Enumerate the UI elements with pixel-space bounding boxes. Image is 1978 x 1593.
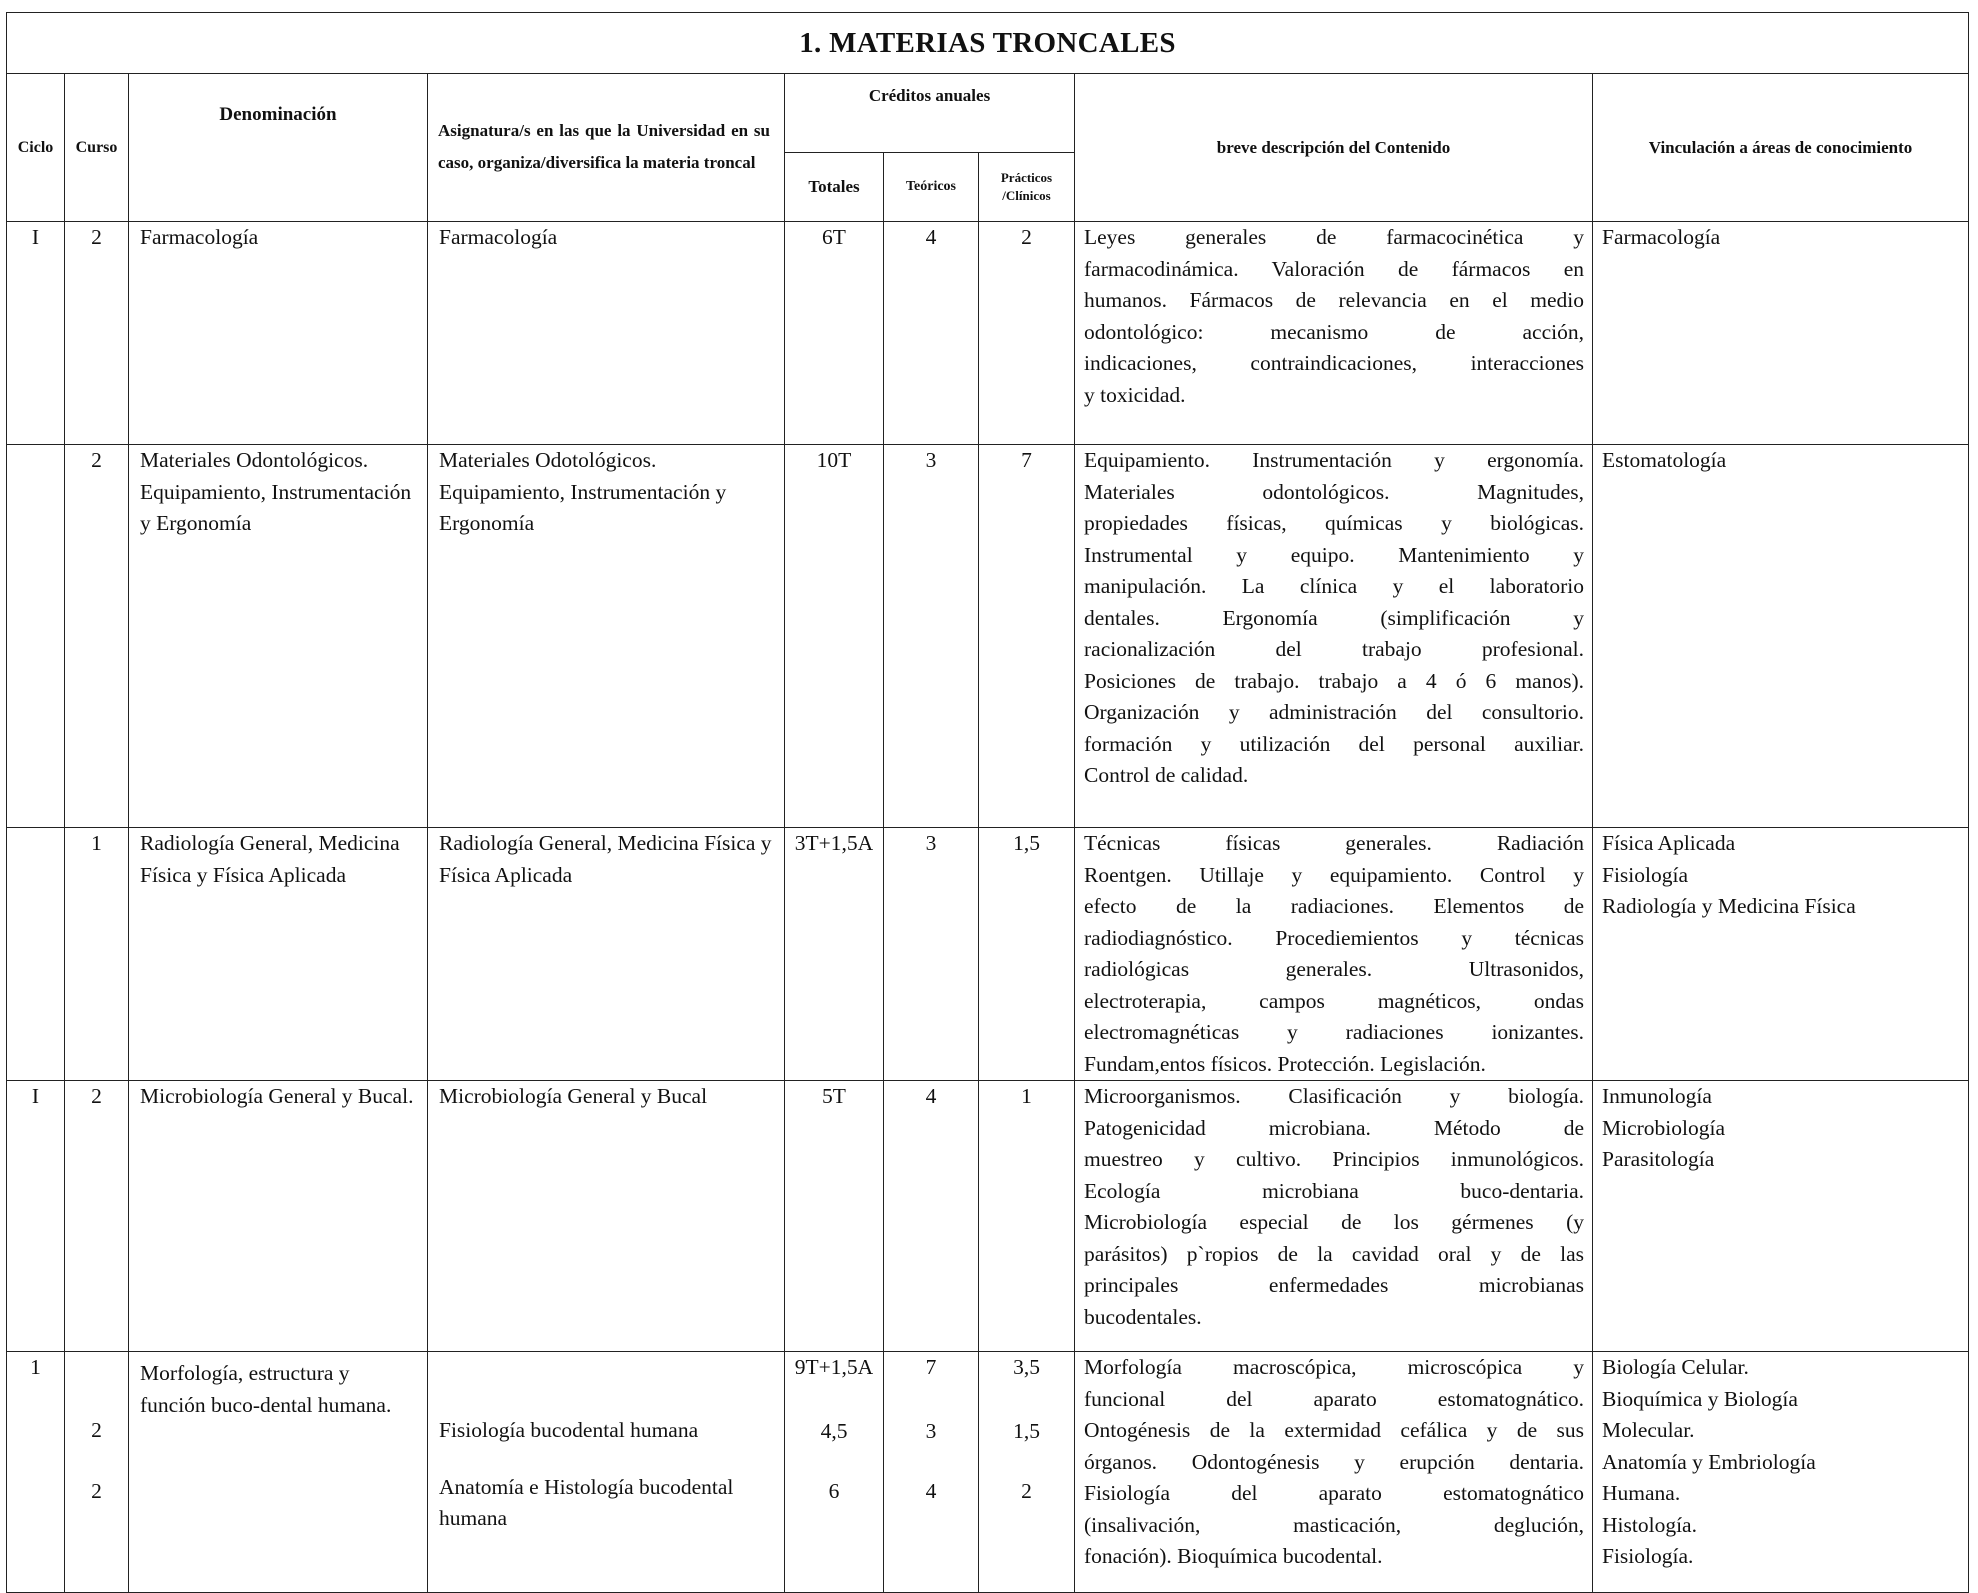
area-item: Biología Celular. — [1602, 1355, 1749, 1379]
desc-line: humanos. Fármacos de relevancia en el medio — [1084, 288, 1584, 312]
cell-teoricos: 4 — [884, 222, 979, 445]
area-item: Radiología y Medicina Física — [1602, 894, 1856, 918]
cell-curso — [65, 1352, 129, 1593]
cell-practicos — [979, 1352, 1075, 1593]
curso-value: 2 — [91, 1478, 102, 1503]
cell-vinculacion — [1593, 222, 1969, 445]
section-title: 1. MATERIAS TRONCALES — [7, 13, 1969, 74]
cell-curso: 2 — [65, 445, 129, 828]
cell-practicos: 2 — [979, 222, 1075, 445]
table-row — [7, 1081, 1969, 1352]
desc-line: Materiales odontológicos. Magnitudes, — [1084, 479, 1584, 504]
header-teoricos: Teóricos — [884, 153, 979, 222]
totales-value: 9T+1,5A — [794, 1355, 874, 1379]
desc-line: propiedades físicas, químicas y biológicas. — [1084, 511, 1584, 535]
desc-line: Control de calidad. — [1084, 763, 1249, 787]
area-item: Histología. — [1602, 1512, 1697, 1537]
cell-asignatura: Radiología General, Medicina Física y Física Aplicada — [428, 828, 785, 1081]
cell-teoricos — [884, 1352, 979, 1593]
header-descripcion: breve descripción del Contenido — [1075, 74, 1593, 222]
header-ciclo: Ciclo — [7, 74, 65, 222]
cell-descripcion — [1075, 1081, 1593, 1352]
table-row — [7, 828, 1969, 1081]
cell-practicos: 1,5 — [979, 828, 1075, 1081]
cell-denominacion: Morfología, estructura y función buco-dental humana. — [129, 1352, 428, 1593]
area-item: Humana. — [1602, 1481, 1681, 1505]
desc-line: radiodiagnóstico. Procediemientos y técnicas — [1084, 925, 1584, 950]
cell-practicos: 7 — [979, 445, 1075, 828]
cell-totales: 10T — [785, 445, 884, 828]
cell-curso: 2 — [65, 1081, 129, 1352]
desc-line: Posiciones de trabajo. trabajo a 4 ó 6 manos). — [1084, 668, 1584, 693]
desc-line: Técnicas físicas generales. Radiación — [1084, 831, 1584, 855]
desc-line: efecto de la radiaciones. Elementos de — [1084, 894, 1584, 918]
asignatura-value: Anatomía e Histología bucodental humana — [439, 1474, 734, 1530]
teoricos-value: 3 — [925, 1418, 937, 1443]
cell-denominacion: Microbiología General y Bucal. — [129, 1081, 428, 1352]
desc-line: indicaciones, contraindicaciones, interacciones — [1084, 351, 1584, 375]
area-item: Estomatología — [1602, 448, 1727, 472]
desc-line: Ecología microbiana buco-dentaria. — [1084, 1178, 1584, 1203]
cell-totales — [785, 1352, 884, 1593]
area-item: Microbiología — [1602, 1115, 1726, 1140]
desc-line: odontológico: mecanismo de acción, — [1084, 319, 1584, 344]
desc-line: dentales. Ergonomía (simplificación y — [1084, 605, 1584, 630]
cell-vinculacion — [1593, 828, 1969, 1081]
cell-descripcion — [1075, 222, 1593, 445]
header-creditos: Créditos anuales — [785, 74, 1075, 153]
cell-curso: 1 — [65, 828, 129, 1081]
totales-value: 6 — [828, 1479, 840, 1503]
desc-line: Ontogénesis de la extermidad cefálica y de sus — [1084, 1418, 1584, 1442]
desc-line: principales enfermedades microbianas — [1084, 1273, 1584, 1297]
cell-teoricos: 4 — [884, 1081, 979, 1352]
area-item: Bioquímica y Biología — [1602, 1386, 1798, 1411]
area-item: Fisiología. — [1602, 1544, 1694, 1568]
cell-asignatura: Materiales Odotológicos. Equipamiento, Instrumentación y Ergonomía — [428, 445, 785, 828]
desc-line: Microorganismos. Clasificación y biología. — [1084, 1084, 1584, 1108]
desc-line: Fundam,entos físicos. Protección. Legislación. — [1084, 1051, 1486, 1076]
cell-descripcion — [1075, 828, 1593, 1081]
desc-line: y toxicidad. — [1084, 382, 1186, 407]
cell-ciclo: 1 — [7, 1352, 65, 1593]
cell-asignatura: Farmacología — [428, 222, 785, 445]
desc-line: muestreo y cultivo. Principios inmunológicos. — [1084, 1147, 1584, 1171]
desc-line: Equipamiento. Instrumentación y ergonomía. — [1084, 448, 1584, 472]
desc-line: (insalivación, masticación, deglución, — [1084, 1512, 1584, 1537]
cell-vinculacion — [1593, 1081, 1969, 1352]
teoricos-value: 4 — [925, 1479, 937, 1503]
desc-line: manipulación. La clínica y el laboratorio — [1084, 574, 1584, 598]
table-row — [7, 222, 1969, 445]
desc-line: radiológicas generales. Ultrasonidos, — [1084, 957, 1584, 981]
practicos-value: 1,5 — [1013, 1418, 1040, 1443]
desc-line: formación y utilización del personal auxiliar. — [1084, 731, 1584, 756]
desc-line: bucodentales. — [1084, 1304, 1202, 1329]
desc-line: Roentgen. Utillaje y equipamiento. Control y — [1084, 862, 1584, 887]
cell-practicos: 1 — [979, 1081, 1075, 1352]
cell-ciclo — [7, 445, 65, 828]
header-practicos: Prácticos /Clínicos — [979, 153, 1075, 222]
cell-totales: 3T+1,5A — [785, 828, 884, 1081]
table-row — [7, 1352, 1969, 1593]
desc-line: racionalización del trabajo profesional. — [1084, 637, 1584, 661]
cell-denominacion: Radiología General, Medicina Física y Física Aplicada — [129, 828, 428, 1081]
cell-denominacion: Materiales Odontológicos. Equipamiento, Instrumentación y Ergonomía — [129, 445, 428, 828]
desc-line: parásitos) p`ropios de la cavidad oral y de las — [1084, 1241, 1584, 1266]
cell-descripcion — [1075, 445, 1593, 828]
header-curso: Curso — [65, 74, 129, 222]
totales-value: 4,5 — [820, 1418, 848, 1443]
cell-vinculacion — [1593, 445, 1969, 828]
table-row — [7, 445, 1969, 828]
cell-teoricos: 3 — [884, 445, 979, 828]
cell-totales: 5T — [785, 1081, 884, 1352]
desc-line: Organización y administración del consultorio. — [1084, 700, 1584, 724]
area-item: Farmacología — [1602, 225, 1721, 249]
cell-vinculacion — [1593, 1352, 1969, 1593]
desc-line: órganos. Odontogénesis y erupción dentaria. — [1084, 1449, 1584, 1474]
cell-ciclo — [7, 828, 65, 1081]
cell-curso: 2 — [65, 222, 129, 445]
header-vinculacion: Vinculación a áreas de conocimiento — [1593, 74, 1969, 222]
cell-teoricos: 3 — [884, 828, 979, 1081]
troncales-table — [6, 12, 1969, 1593]
area-item: Física Aplicada — [1602, 831, 1736, 855]
area-item: Inmunología — [1602, 1084, 1712, 1108]
asignatura-value: Fisiología bucodental humana — [439, 1418, 699, 1442]
desc-line: farmacodinámica. Valoración de fármacos en — [1084, 256, 1584, 281]
cell-ciclo: I — [7, 222, 65, 445]
cell-totales: 6T — [785, 222, 884, 445]
teoricos-value: 7 — [925, 1355, 937, 1379]
area-item: Molecular. — [1602, 1418, 1695, 1442]
area-item: Anatomía y Embriología — [1602, 1449, 1816, 1474]
header-asignatura: Asignatura/s en las que la Universidad en su caso, organiza/diversifica la materia troncal — [428, 74, 785, 222]
area-item: Parasitología — [1602, 1147, 1715, 1171]
desc-line: Patogenicidad microbiana. Método de — [1084, 1115, 1584, 1140]
desc-line: fonación). Bioquímica bucodental. — [1084, 1544, 1383, 1568]
cell-asignatura: Microbiología General y Bucal — [428, 1081, 785, 1352]
cell-denominacion: Farmacología — [129, 222, 428, 445]
desc-line: Leyes generales de farmacocinética y — [1084, 225, 1584, 249]
practicos-value: 3,5 — [1013, 1355, 1040, 1379]
document-page — [6, 0, 1968, 1568]
desc-line: Microbiología especial de los gérmenes (y — [1084, 1210, 1584, 1234]
practicos-value: 2 — [1021, 1479, 1032, 1503]
desc-line: Fisiología del aparato estomatognático — [1084, 1481, 1584, 1505]
desc-line: Instrumental y equipo. Mantenimiento y — [1084, 542, 1584, 567]
area-item: Fisiología — [1602, 862, 1689, 887]
header-totales: Totales — [785, 153, 884, 222]
desc-line: Morfología macroscópica, microscópica y — [1084, 1355, 1584, 1379]
desc-line: electromagnéticas y radiaciones ionizantes. — [1084, 1020, 1584, 1044]
desc-line: electroterapia, campos magnéticos, ondas — [1084, 988, 1584, 1013]
cell-asignatura — [428, 1352, 785, 1593]
cell-descripcion — [1075, 1352, 1593, 1593]
desc-line: funcional del aparato estomatognático. — [1084, 1386, 1584, 1411]
cell-ciclo: I — [7, 1081, 65, 1352]
curso-value: 2 — [91, 1418, 102, 1442]
header-denominacion: Denominación — [129, 74, 428, 222]
